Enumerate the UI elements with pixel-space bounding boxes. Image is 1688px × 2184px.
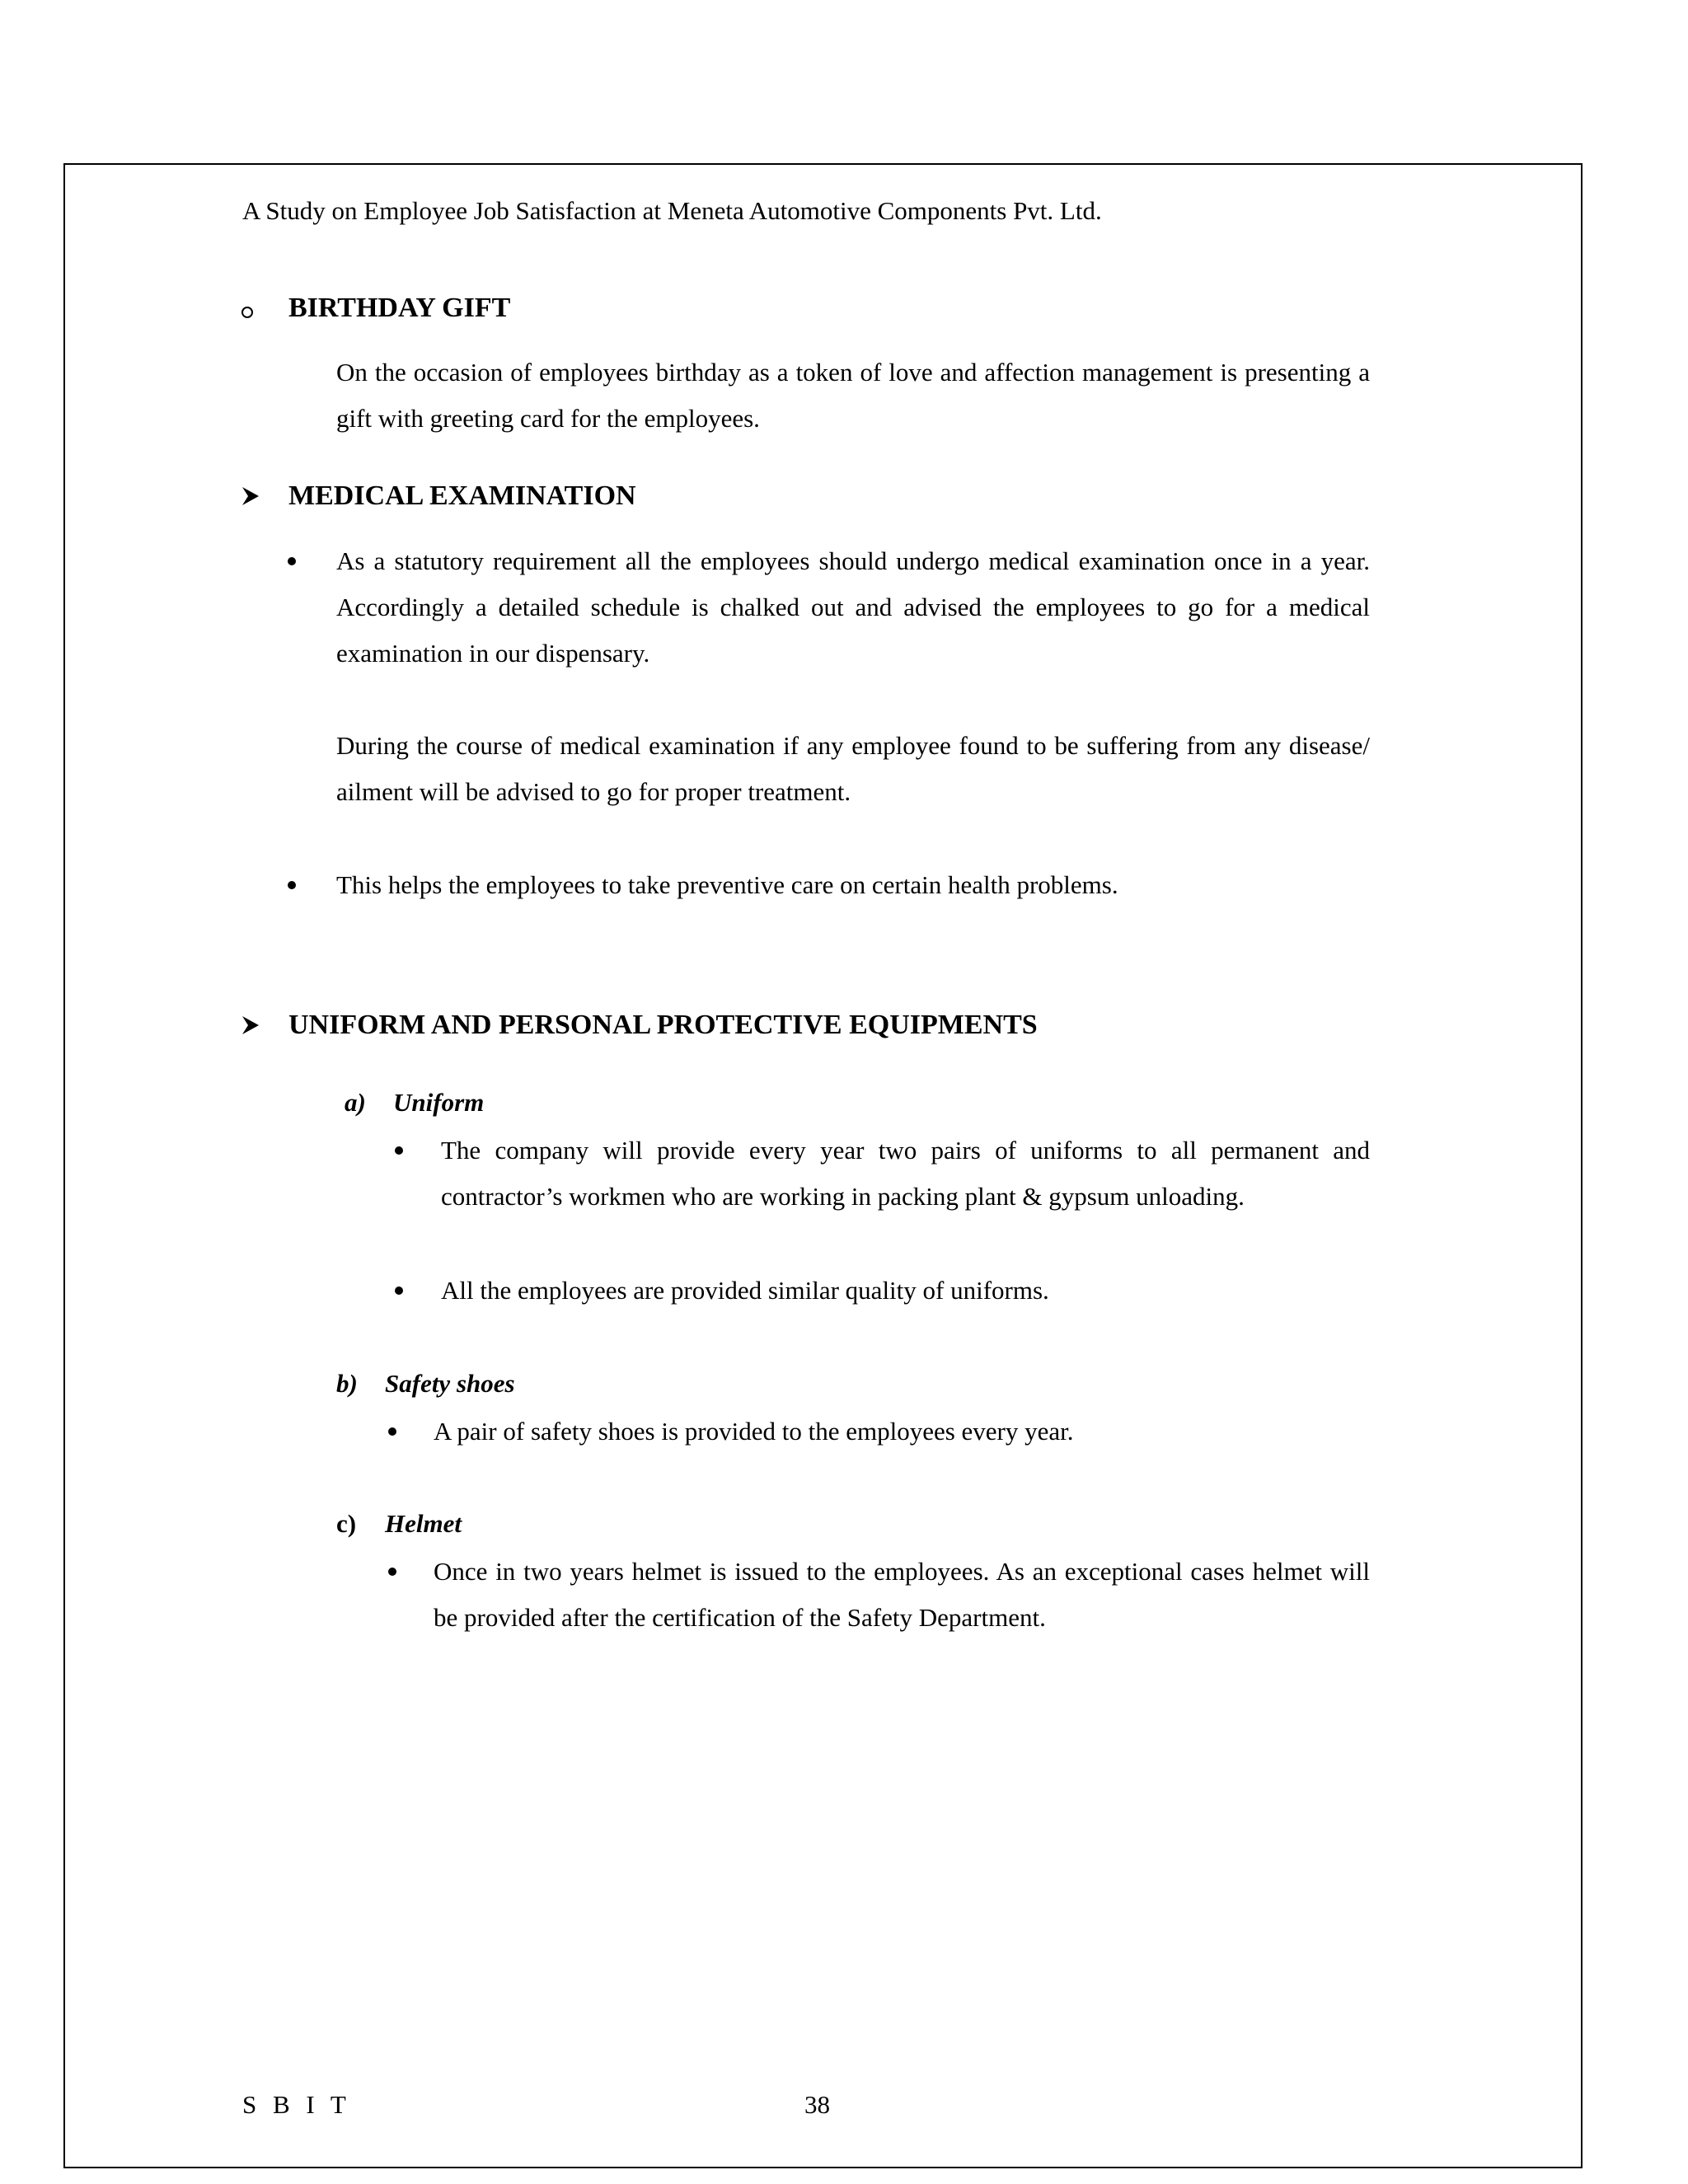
helmet-letter: c): [336, 1509, 357, 1538]
bullet-dot-icon: [388, 1427, 396, 1436]
bullet-dot-icon: [395, 1146, 403, 1155]
birthday-gift-paragraph: On the occasion of employees birthday as a token of love and affection management is presenting a gift with greeting card for the employees.: [336, 358, 1370, 433]
medical-paragraph-2: During the course of medical examination if any employee found to be suffering from any disease/ ailment will be advised to go for proper treatment.: [336, 731, 1370, 806]
running-header: A Study on Employee Job Satisfaction at Meneta Automotive Components Pvt. Ltd.: [242, 196, 1102, 225]
uniform-letter: a): [345, 1088, 366, 1117]
birthday-gift-heading: BIRTHDAY GIFT: [288, 293, 511, 323]
circle-bullet-icon: [241, 307, 253, 318]
arrow-bullet-icon: [242, 1016, 259, 1034]
bullet-dot-icon: [288, 881, 296, 889]
safety-shoes-subheading: Safety shoes: [385, 1369, 515, 1398]
helmet-bullet: Once in two years helmet is issued to the employees. As an exceptional cases helmet will be provided after the certification of the Safety Department.: [434, 1557, 1370, 1632]
safety-shoes-bullet: A pair of safety shoes is provided to the employees every year.: [434, 1417, 1074, 1446]
arrow-bullet-icon: [242, 487, 259, 505]
uniform-subheading: Uniform: [393, 1088, 485, 1117]
helmet-subheading: Helmet: [385, 1509, 462, 1538]
page-number: 38: [804, 2090, 830, 2119]
uniform-ppe-heading: UNIFORM AND PERSONAL PROTECTIVE EQUIPMENTS: [288, 1010, 1038, 1040]
medical-bullet-1: As a statutory requirement all the employees should undergo medical examination once in a year. Accordingly a detailed schedule is chalked out and advised the employees to go for a medical examination in our dispensary.: [336, 546, 1370, 668]
bullet-dot-icon: [388, 1568, 396, 1576]
medical-bullet-2: This helps the employees to take preventive care on certain health problems.: [336, 870, 1118, 899]
footer-institution: S B I T: [242, 2090, 351, 2119]
bullet-dot-icon: [395, 1286, 403, 1295]
bullet-dot-icon: [288, 557, 296, 565]
uniform-bullet-1: The company will provide every year two pairs of uniforms to all permanent and contractor’s workmen who are working in packing plant & gypsum unloading.: [441, 1136, 1370, 1211]
medical-examination-heading: MEDICAL EXAMINATION: [288, 480, 636, 511]
safety-shoes-letter: b): [336, 1369, 358, 1398]
uniform-bullet-2: All the employees are provided similar quality of uniforms.: [441, 1276, 1049, 1305]
